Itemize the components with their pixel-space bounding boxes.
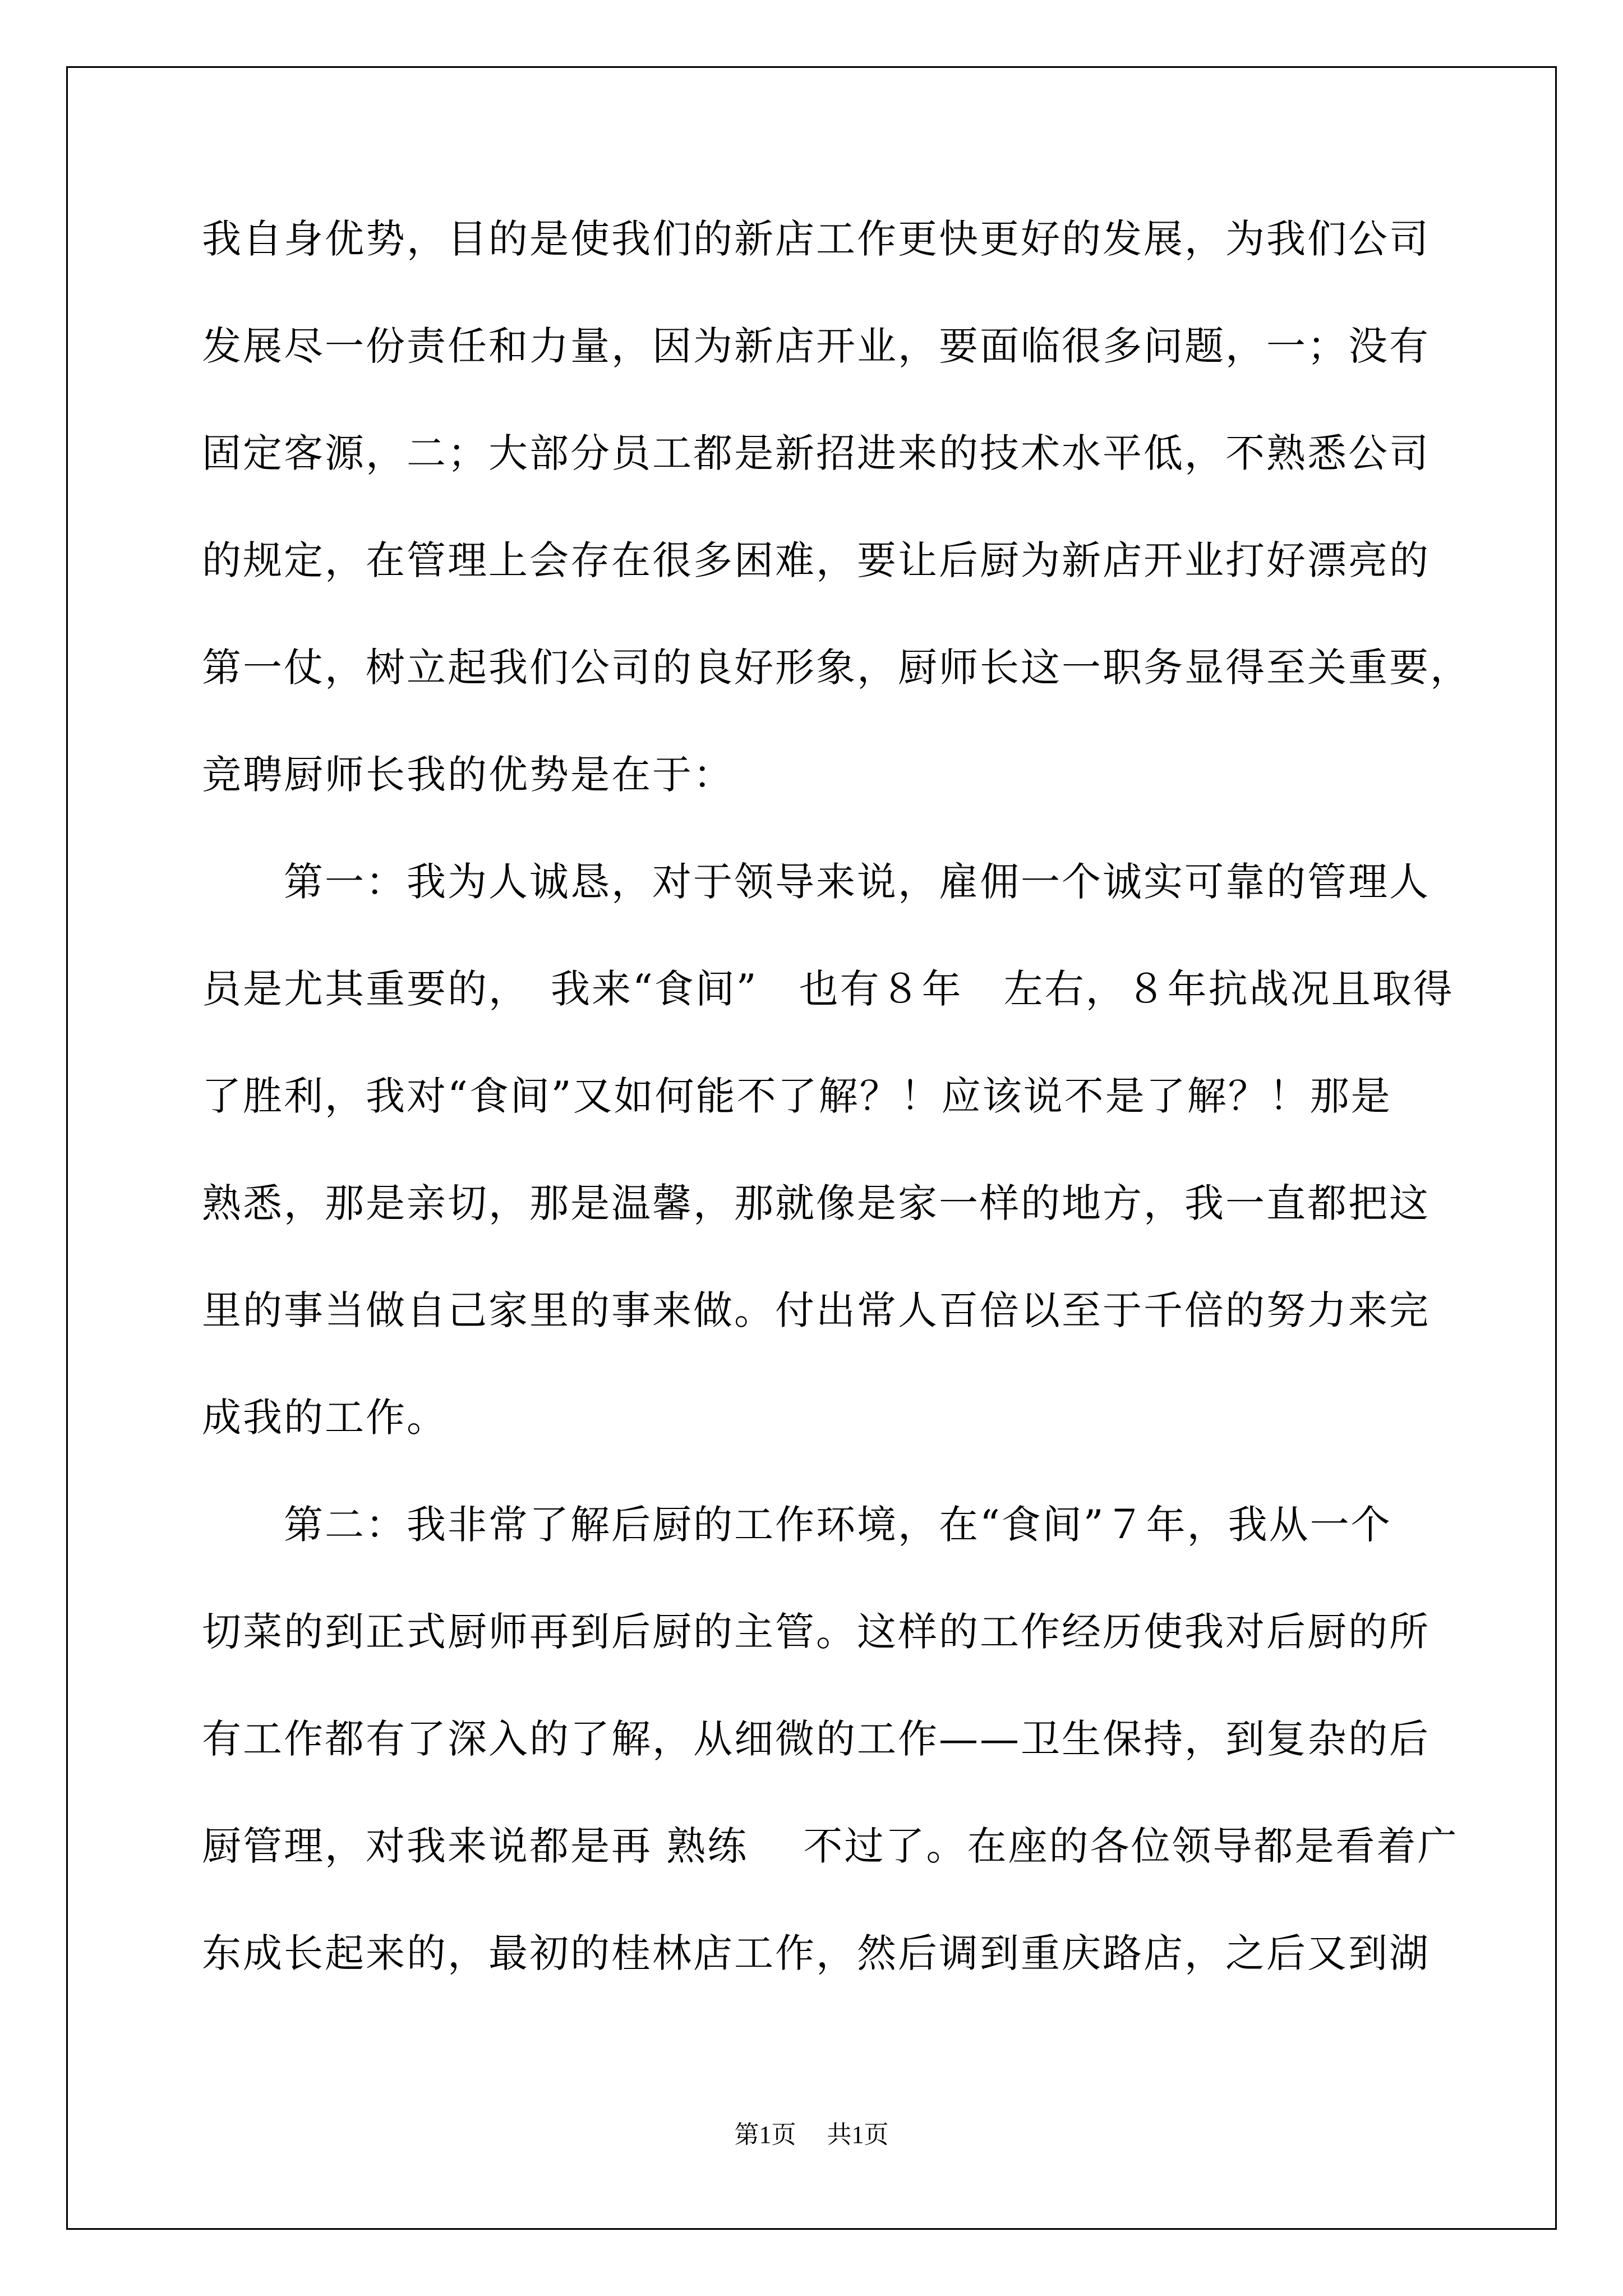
text-line: 固定客源，二；大部分员工都是新招进来的技术水平低，不熟悉公司 (202, 430, 1430, 476)
text-line: 的规定，在管理上会存在很多困难，要让后厨为新店开业打好漂亮的 (202, 537, 1430, 583)
text-line: 竞聘厨师长我的优势是在于： (202, 752, 734, 798)
text-line: 熟悉，那是亲切，那是温馨，那就像是家一样的地方，我一直都把这 (202, 1180, 1430, 1226)
page-footer: 第1页 共1页 (734, 2121, 889, 2148)
text-line: 切菜的到正式厨师再到后厨的主管。这样的工作经历使我对后厨的所 (202, 1609, 1430, 1655)
text-line: 我自身优势，目的是使我们的新店工作更快更好的发展，为我们公司 (202, 216, 1430, 262)
text-line: 第一仗，树立起我们公司的良好形象，厨师长这一职务显得至关重要， (202, 645, 1471, 691)
text-line: 第一：我为人诚恳，对于领导来说，雇佣一个诚实可靠的管理人 (202, 859, 1430, 905)
text-line: 里的事当做自己家里的事来做。付出常人百倍以至于千倍的努力来完 (202, 1287, 1430, 1333)
text-line: 厨管理，对我来说都是再 熟练 不过了。在座的各位领导都是看着广 (202, 1823, 1459, 1869)
page-frame (66, 66, 1557, 2230)
text-line: 员是尤其重要的， 我来“食间” 也有８年 左右，８年抗战况且取得 (202, 966, 1454, 1012)
text-line: 发展尽一份责任和力量，因为新店开业，要面临很多问题，一；没有 (202, 323, 1430, 369)
text-line: 有工作都有了深入的了解，从细微的工作——卫生保持，到复杂的后 (202, 1716, 1430, 1762)
text-line: 成我的工作。 (202, 1395, 448, 1441)
text-line: 东成长起来的，最初的桂林店工作，然后调到重庆路店，之后又到湖 (202, 1930, 1430, 1976)
text-line: 第二：我非常了解后厨的工作环境，在“食间”７年，我从一个 (202, 1502, 1392, 1548)
text-line: 了胜利，我对“食间”又如何能不了解？！应该说不是了解？！那是 (202, 1073, 1392, 1119)
